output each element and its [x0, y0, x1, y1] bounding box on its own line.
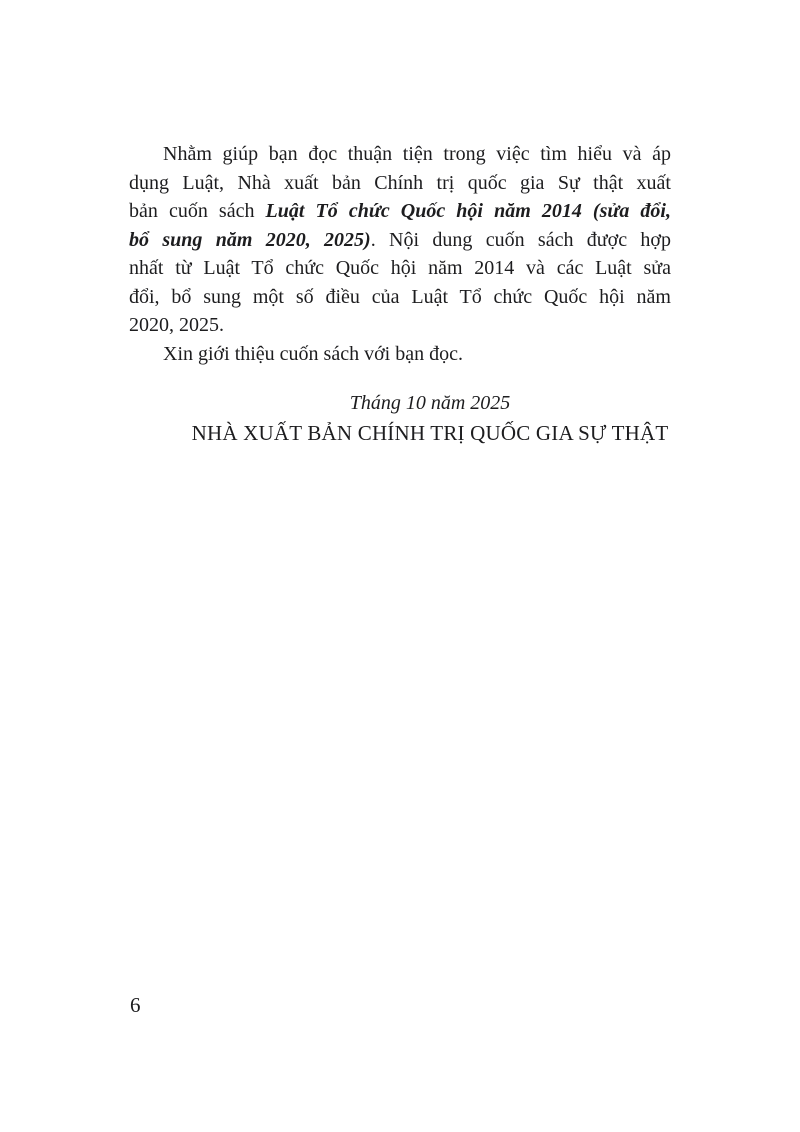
- signature-block: [189, 388, 671, 448]
- page-body: [129, 140, 671, 448]
- intro-line-5-text: nhất từ Luật Tổ chức Quốc hội năm 2014 và các Luật sửa: [129, 257, 671, 279]
- intro-line-3-regular-text: bản cuốn sách: [129, 200, 266, 222]
- book-title-part-2: bổ sung năm 2020, 2025): [129, 228, 371, 251]
- intro-line-6-text: đổi, bổ sung một số điều của Luật Tổ chức Quốc hội năm: [129, 285, 671, 308]
- intro-line-2-text: dụng Luật, Nhà xuất bản Chính trị quốc gia Sự thật xuất: [129, 171, 671, 194]
- intro-paragraph-line-3: [129, 197, 671, 226]
- closing-paragraph: [129, 340, 671, 369]
- publication-date: Tháng 10 năm 2025: [349, 392, 511, 414]
- intro-line-4-regular-text: . Nội dung cuốn sách được hợp: [370, 228, 671, 251]
- book-title-part-1: Luật Tổ chức Quốc hội năm 2014 (sửa đổi,: [265, 200, 671, 222]
- intro-paragraph-line-1: [129, 140, 671, 169]
- intro-paragraph-line-7: [129, 311, 671, 340]
- closing-paragraph-text: Xin giới thiệu cuốn sách với bạn đọc.: [163, 342, 463, 365]
- publisher-name: NHÀ XUẤT BẢN CHÍNH TRỊ QUỐC GIA SỰ THẬT: [191, 421, 669, 445]
- intro-paragraph-line-5: [129, 254, 671, 283]
- intro-paragraph-line-2: [129, 169, 671, 198]
- page-number: 6: [130, 993, 141, 1017]
- intro-paragraph-line-4: [129, 226, 671, 255]
- intro-line-1-text: Nhằm giúp bạn đọc thuận tiện trong việc tìm hiểu và áp: [163, 143, 671, 165]
- intro-paragraph-line-6: [129, 283, 671, 312]
- intro-line-7-text: 2020, 2025.: [129, 314, 224, 336]
